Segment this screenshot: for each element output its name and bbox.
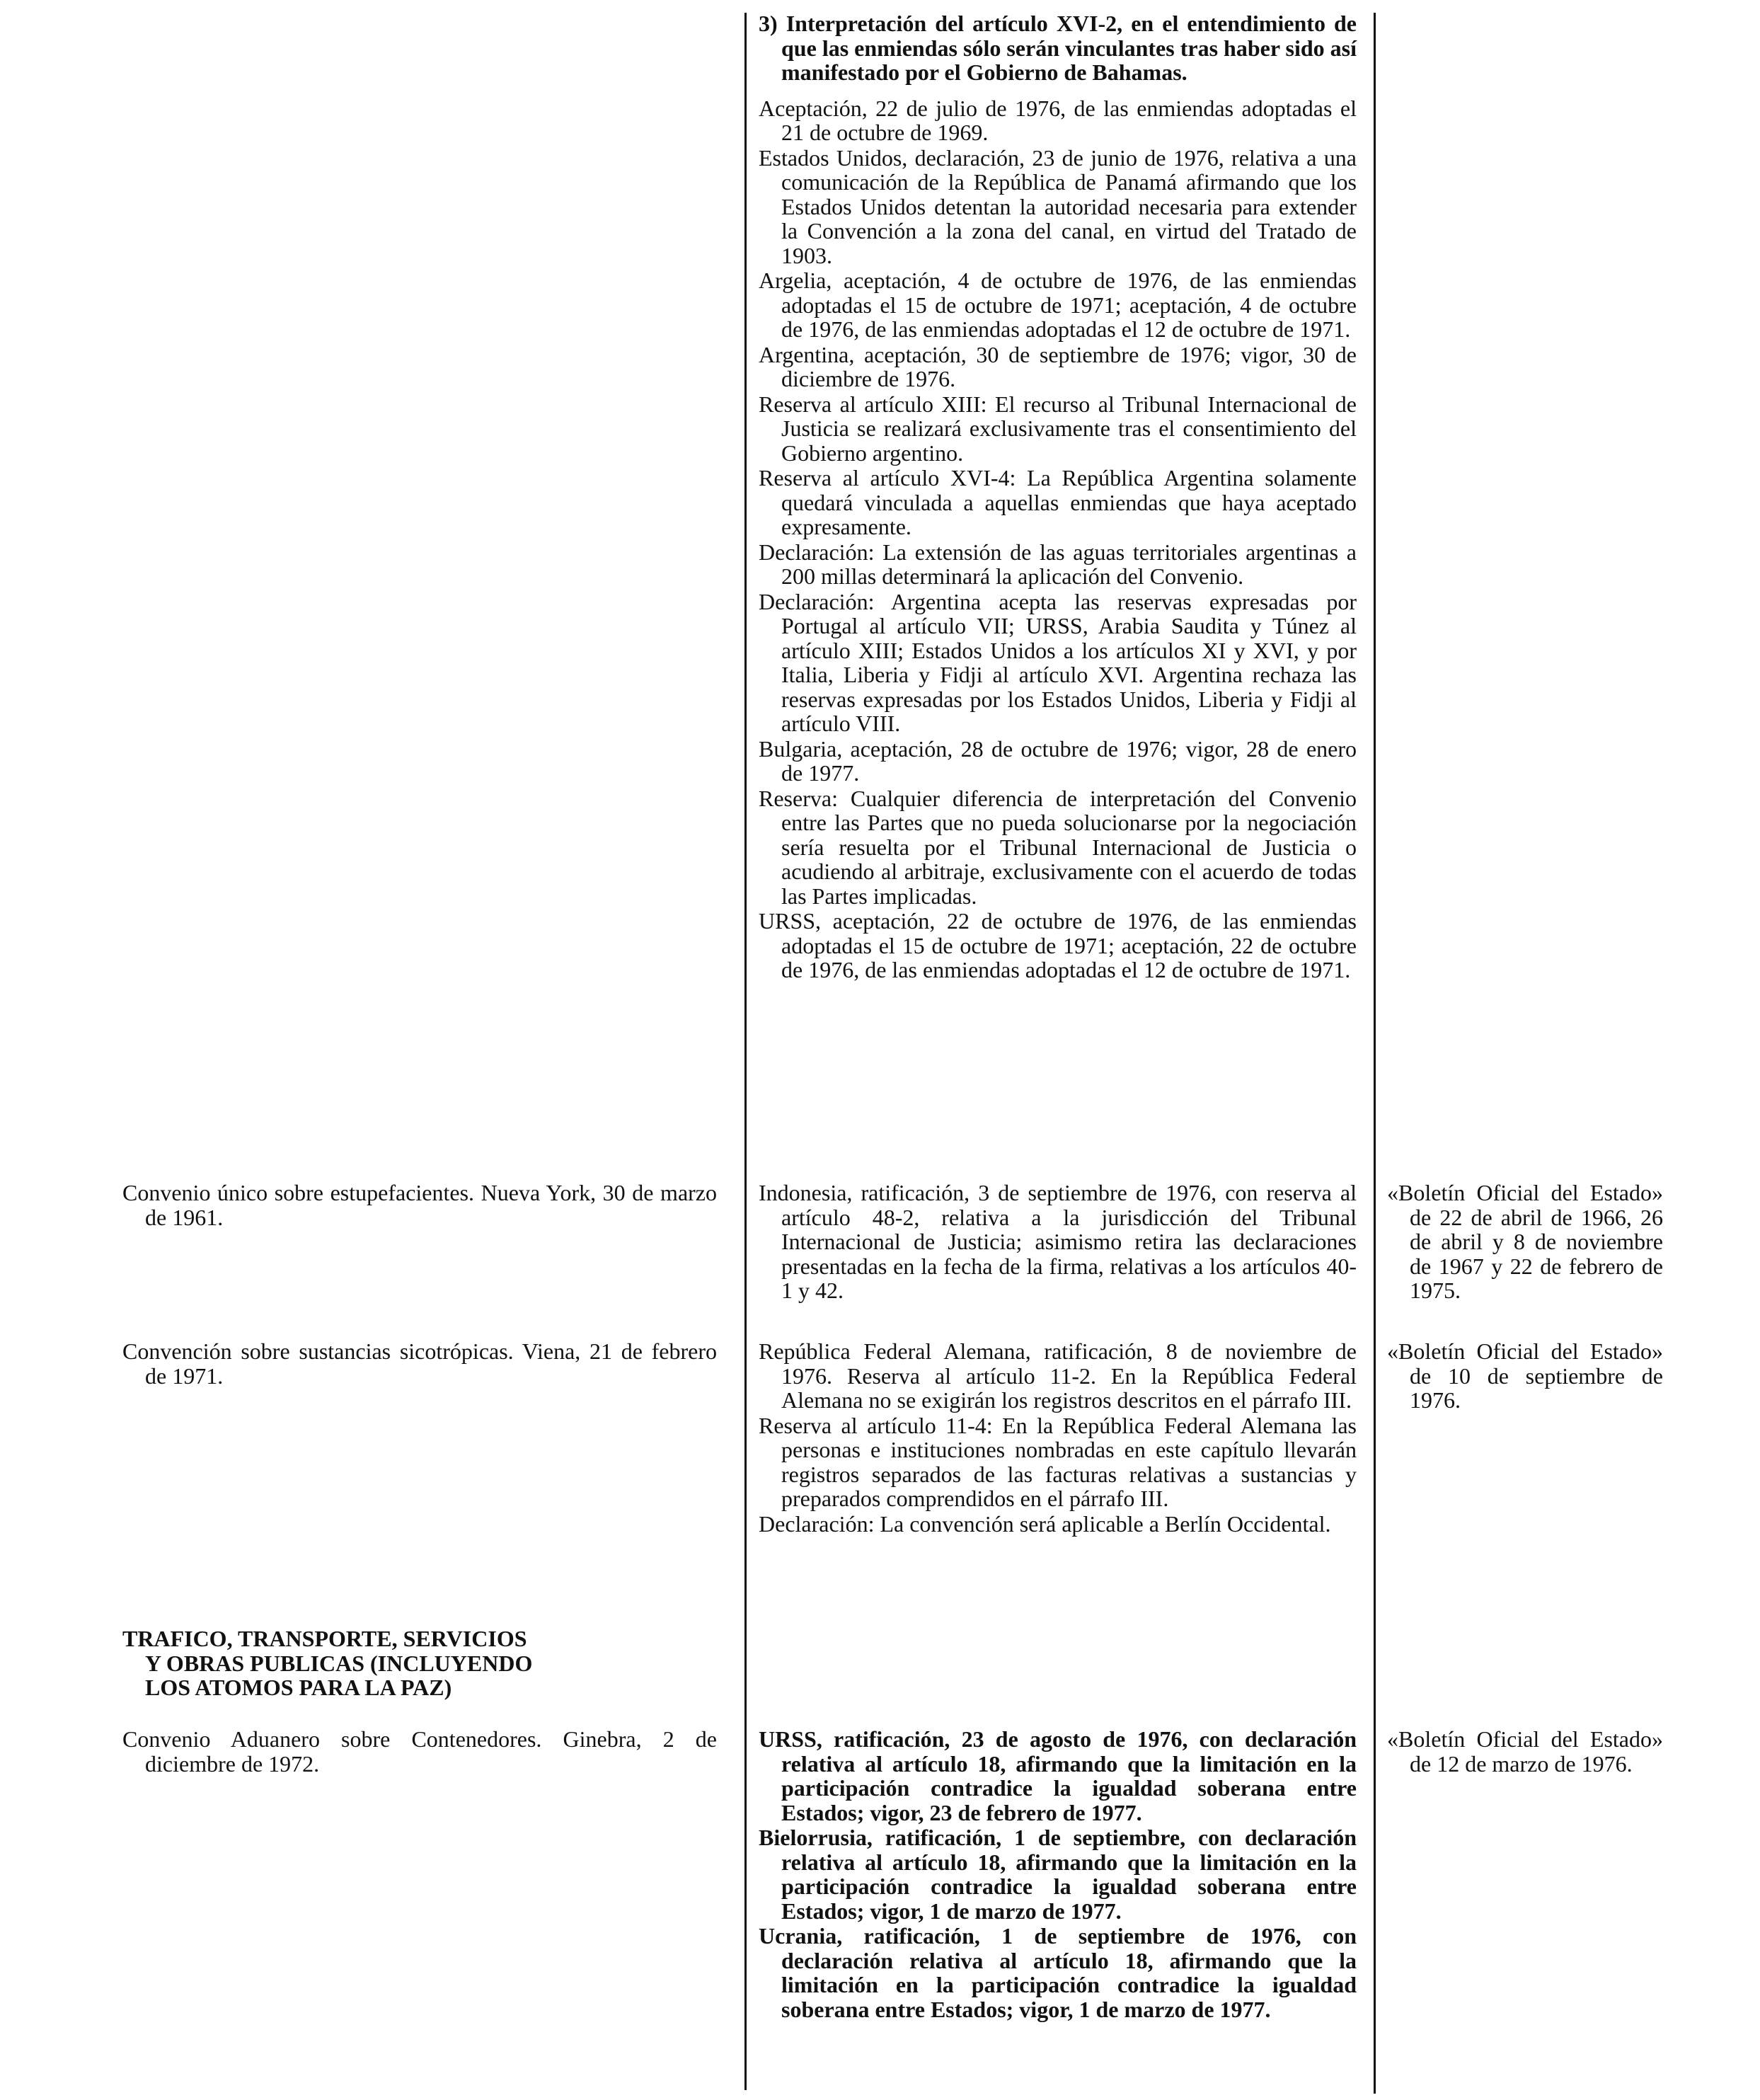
right-entry-boletin-3 <box>1387 1727 1663 1776</box>
entry-rfa-reserva: Reserva al artículo 11-4: En la República Federal Alemana las personas e instituciones nombradas en este capítulo llevarán registros separados de las facturas relativas a sustancias y preparados comprendidos en el párrafo III. <box>759 1412 1357 1511</box>
middle-column-part3 <box>759 1339 1357 1536</box>
entry-bulgaria: Bulgaria, aceptación, 28 de octubre de 1976; vigor, 28 de enero de 1977. <box>759 735 1357 786</box>
entry-estados-unidos: Estados Unidos, declaración, 23 de junio de 1976, relativa a una comunicación de la República de Panamá afirmando que los Estados Unidos detentan la autoridad necesaria para extender la Convención a la zona del canal, en virtud del Tratado de 1903. <box>759 144 1357 268</box>
heading-line-2: Y OBRAS PUBLICAS (INCLUYENDO <box>145 1650 533 1676</box>
middle-column-part4 <box>759 1727 1357 2021</box>
left-entry-contenedores <box>122 1727 717 1776</box>
right-entry-boletin-1 <box>1387 1181 1663 1303</box>
left-entry-estupefacientes <box>122 1181 717 1229</box>
treaty-title-sicotropicas: Convención sobre sustancias sicotrópicas. Viena, 21 de febrero de 1971. <box>122 1338 717 1389</box>
entry-declaracion-reservas: Declaración: Argentina acepta las reservas expresadas por Portugal al artículo VII; URSS, Arabia Saudita y Túnez al artículo XIII; Estados Unidos a los artículos XI y XVI, y por Italia, Liberia y Fidji al artículo XVI. Argentina rechaza las reservas expresadas por los Estados Unidos, Liberia y Fidji al artículo VIII. <box>759 588 1357 736</box>
entry-reserva-xiii: Reserva al artículo XIII: El recurso al Tribunal Internacional de Justicia se realizará exclusivamente tras el consentimiento del Gobierno argentino. <box>759 391 1357 466</box>
entry-bahamas-interpretation: 3) Interpretación del artículo XVI-2, en el entendimiento de que las enmiendas sólo serán vinculantes tras haber sido así manifestado por el Gobierno de Bahamas. <box>759 11 1357 85</box>
middle-column-part2 <box>759 1181 1357 1303</box>
treaty-title-contenedores: Convenio Aduanero sobre Contenedores. Ginebra, 2 de diciembre de 1972. <box>122 1726 717 1777</box>
entry-bielorrusia: Bielorrusia, ratificación, 1 de septiembre, con declaración relativa al artículo 18, afirmando que la limitación en la participación contradice la igualdad soberana entre Estados; vigor, 1 de marzo de 1977. <box>759 1825 1357 1924</box>
column-rule-right <box>1374 13 1376 2094</box>
section-heading-trafico <box>122 1626 532 1700</box>
entry-declaracion-aguas: Declaración: La extensión de las aguas territoriales argentinas a 200 millas determinará la aplicación del Convenio. <box>759 539 1357 589</box>
entry-reserva-bulgaria: Reserva: Cualquier diferencia de interpretación del Convenio entre las Partes que no pueda solucionarse por la negociación sería resuelta por el Tribunal Internacional de Justicia o acudiendo al arbitraje, exclusivamente con el acuerdo de todas las Partes implicadas. <box>759 785 1357 909</box>
entry-ucrania: Ucrania, ratificación, 1 de septiembre de 1976, con declaración relativa al artículo 18, afirmando que la limitación en la participación contradice la igualdad soberana entre Estados; vigor, 1 de marzo de 1977. <box>759 1923 1357 2022</box>
entry-urss-ratificacion: URSS, ratificación, 23 de agosto de 1976, con declaración relativa al artículo 18, afirmando que la limitación en la participación contradice la igualdad soberana entre Estados; vigor, 23 de febrero de 1977. <box>759 1726 1357 1825</box>
entry-reserva-xvi4: Reserva al artículo XVI-4: La República Argentina solamente quedará vinculada a aquellas enmiendas que haya aceptado expresamente. <box>759 465 1357 539</box>
treaty-title-estupefacientes: Convenio único sobre estupefacientes. Nueva York, 30 de marzo de 1961. <box>122 1180 717 1230</box>
middle-column-part1 <box>759 11 1357 982</box>
heading-line-1: TRAFICO, TRANSPORTE, SERVICIOS <box>122 1626 527 1651</box>
boletin-reference-2: «Boletín Oficial del Estado» de 10 de septiembre de 1976. <box>1387 1338 1663 1413</box>
right-entry-boletin-2 <box>1387 1339 1663 1413</box>
entry-argentina: Argentina, aceptación, 30 de septiembre de 1976; vigor, 30 de diciembre de 1976. <box>759 341 1357 391</box>
entry-aceptacion-1969: Aceptación, 22 de julio de 1976, de las enmiendas adoptadas el 21 de octubre de 1969. <box>759 95 1357 145</box>
entry-urss-aceptacion: URSS, aceptación, 22 de octubre de 1976, de las enmiendas adoptadas el 15 de octubre de 1971; aceptación, 22 de octubre de 1976, de las enmiendas adoptadas el 12 de octubre de 1971. <box>759 908 1357 982</box>
column-rule-left <box>744 13 747 2090</box>
left-entry-sicotropicas <box>122 1339 717 1388</box>
entry-indonesia: Indonesia, ratificación, 3 de septiembre de 1976, con reserva al artículo 48-2, relativa a la jurisdicción del Tribunal Internacional de Justicia; asimismo retira las declaraciones presentadas en la fecha de la firma, relativas a los artículos 40-1 y 42. <box>759 1180 1357 1303</box>
entry-rfa-declaracion: Declaración: La convención será aplicable a Berlín Occidental. <box>759 1510 1331 1537</box>
boletin-reference-1: «Boletín Oficial del Estado» de 22 de abril de 1966, 26 de abril y 8 de noviembre de 1967 y 22 de febrero de 1975. <box>1387 1180 1663 1303</box>
boletin-reference-3: «Boletín Oficial del Estado» de 12 de marzo de 1976. <box>1387 1726 1663 1777</box>
entry-argelia: Argelia, aceptación, 4 de octubre de 1976, de las enmiendas adoptadas el 15 de octubre de 1971; aceptación, 4 de octubre de 1976, de las enmiendas adoptadas el 12 de octubre de 1971. <box>759 268 1357 342</box>
entry-rfa-ratificacion: República Federal Alemana, ratificación, 8 de noviembre de 1976. Reserva al artículo 11-2. En la República Federal Alemana no se exigirán los registros descritos en el párrafo III. <box>759 1338 1357 1413</box>
heading-line-3: LOS ATOMOS PARA LA PAZ) <box>145 1675 452 1700</box>
